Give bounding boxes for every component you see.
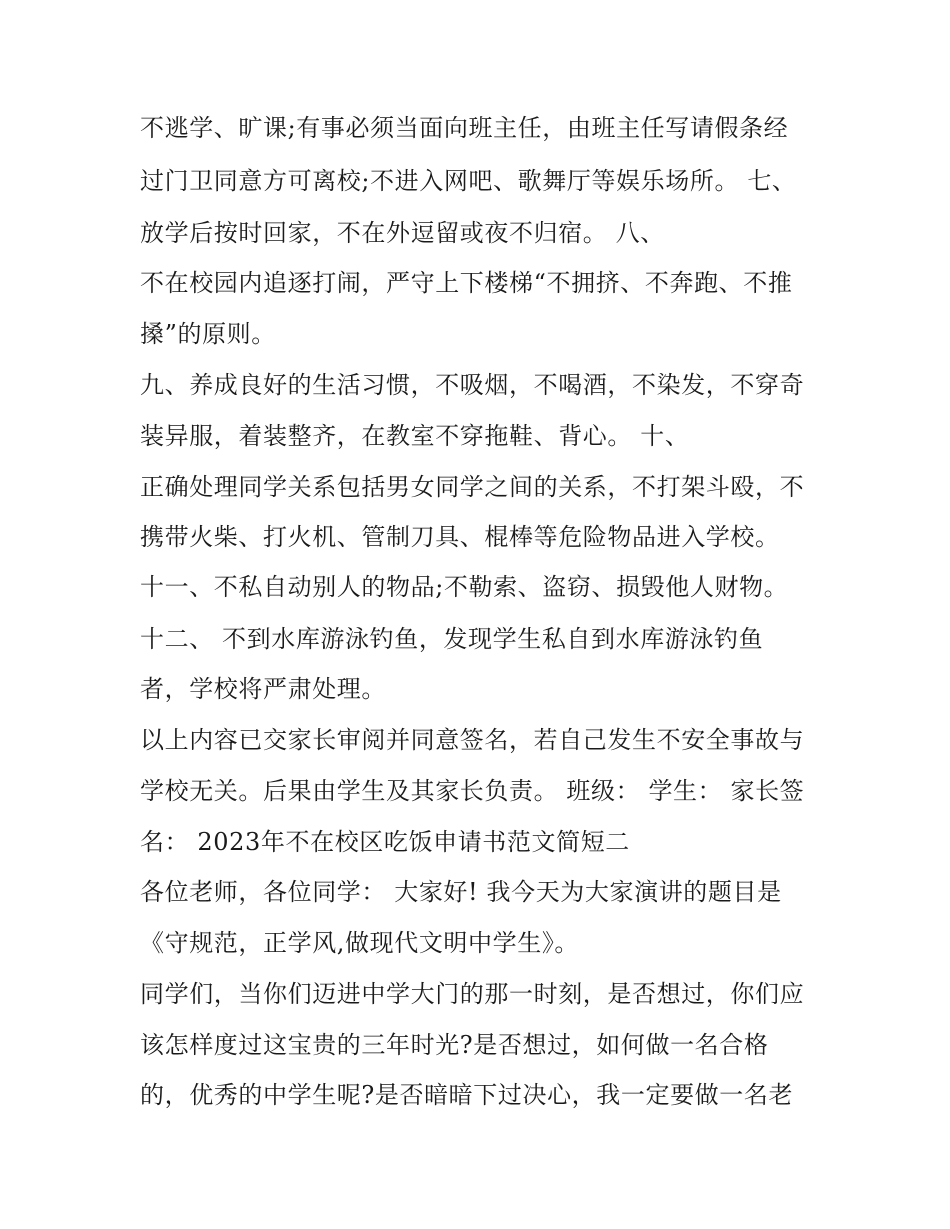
text-line: 十一、不私自动别人的物品;不勒索、盗窃、损毁他人财物。 xyxy=(140,573,789,601)
text-line: 九、养成良好的生活习惯，不吸烟，不喝酒，不染发，不穿奇 xyxy=(140,371,805,399)
text-line: 装异服，着装整齐，在教室不穿拖鞋、背心。 十、 xyxy=(140,422,690,450)
text-line: 名： 2023年不在校区吃饭申请书范文简短二 xyxy=(140,828,630,856)
text-line: 同学们，当你们迈进中学大门的那一时刻，是否想过，你们应 xyxy=(140,980,805,1008)
text-line: 不逃学、旷课;有事必须当面向班主任，由班主任写请假条经 xyxy=(140,114,789,142)
text-line: 以上内容已交家长审阅并同意签名，若自己发生不安全事故与 xyxy=(140,726,805,754)
text-line: 正确处理同学关系包括男女同学之间的关系，不打架斗殴，不 xyxy=(140,473,805,501)
text-line: 十二、 不到水库游泳钓鱼，发现学生私自到水库游泳钓鱼 xyxy=(140,625,764,653)
text-line: 学校无关。后果由学生及其家长负责。 班级： 学生： 家长签 xyxy=(140,777,805,805)
text-line: 该怎样度过这宝贵的三年时光?是否想过，如何做一名合格 xyxy=(140,1031,769,1059)
text-line: 携带火柴、打火机、管制刀具、棍棒等危险物品进入学校。 xyxy=(140,523,780,551)
text-line: 各位老师，各位同学： 大家好! 我今天为大家演讲的题目是 xyxy=(140,878,782,906)
text-line: 搡”的原则。 xyxy=(140,320,276,348)
text-line: 的，优秀的中学生呢?是否暗暗下过决心，我一定要做一名老 xyxy=(140,1081,794,1109)
text-line: 放学后按时回家，不在外逗留或夜不归宿。 八、 xyxy=(140,219,665,247)
text-line: 《守规范，正学风,做现代文明中学生》。 xyxy=(140,929,580,957)
text-line: 过门卫同意方可离校;不进入网吧、歌舞厅等娱乐场所。 七、 xyxy=(140,167,797,195)
text-line: 不在校园内追逐打闹，严守上下楼梯“不拥挤、不奔跑、不推 xyxy=(140,269,793,297)
text-line: 者，学校将严肃处理。 xyxy=(140,675,386,703)
